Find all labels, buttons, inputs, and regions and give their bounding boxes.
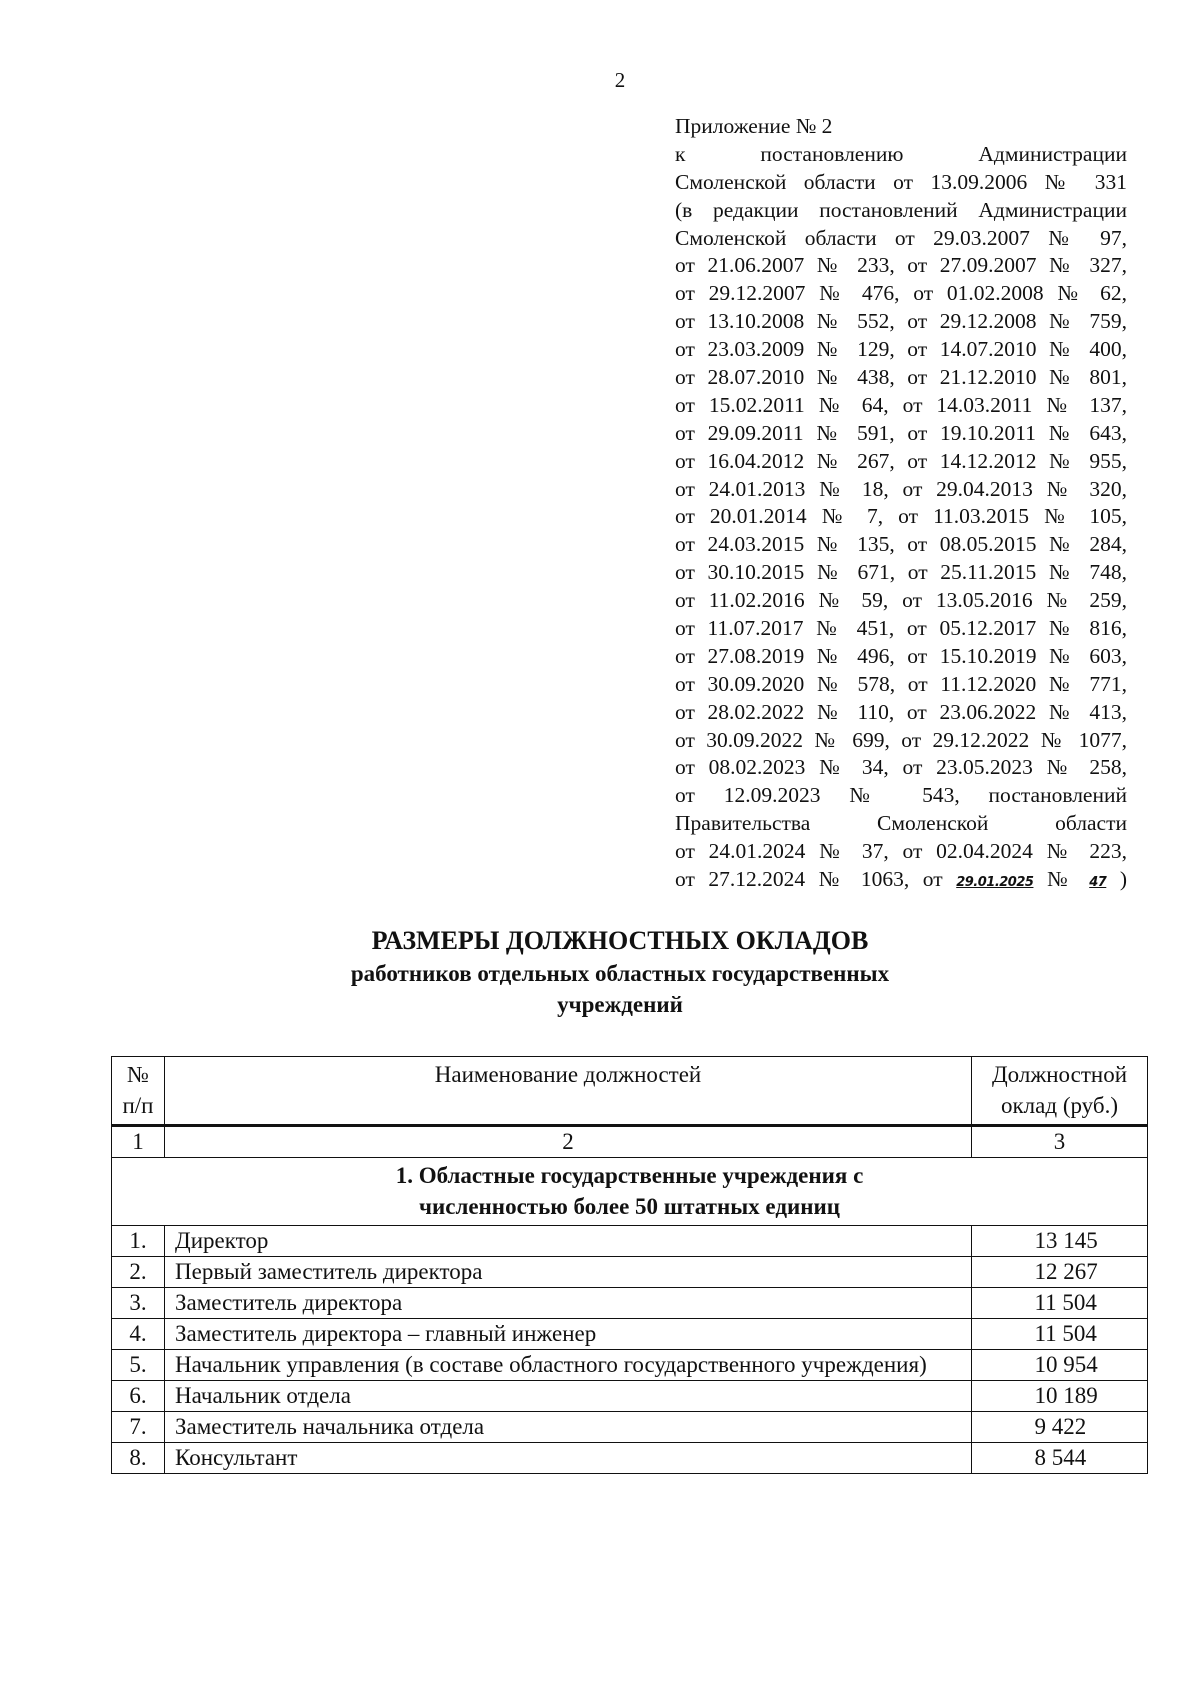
appendix-line: от 12.09.2023 № 543, постановлений xyxy=(675,783,1127,808)
table-row xyxy=(112,1350,1148,1381)
header-number-symbol: № xyxy=(127,1062,149,1087)
salary-value: 12 267 xyxy=(1034,1259,1098,1284)
salary-value: 8 544 xyxy=(1034,1445,1087,1470)
page-number: 2 xyxy=(614,68,626,92)
section-title-line2: численностью более 50 штатных единиц xyxy=(419,1194,840,1219)
position-name: Начальник управления (в составе областного государственного учреждения) xyxy=(165,1350,972,1381)
row-number: 2. xyxy=(112,1257,165,1288)
document-title xyxy=(240,924,1000,1020)
salary-value: 13 145 xyxy=(1034,1228,1098,1253)
position-name: Заместитель директора xyxy=(165,1288,972,1319)
appendix-note xyxy=(675,113,1127,894)
appendix-line: от 15.02.2011 № 64, от 14.03.2011 № 137, xyxy=(675,392,1127,417)
appendix-last-prefix: от 27.12.2024 № 1063, от xyxy=(675,867,957,892)
header-salary-line2: оклад (руб.) xyxy=(1001,1093,1118,1118)
salary-value: 9 422 xyxy=(1034,1414,1087,1439)
header-salary-line1: Должностной xyxy=(991,1062,1127,1087)
header-position-name: Наименование должностей xyxy=(165,1057,972,1126)
appendix-line: от 13.10.2008 № 552, от 29.12.2008 № 759, xyxy=(675,309,1127,334)
column-index-3: 3 xyxy=(972,1126,1148,1158)
appendix-line: от 16.04.2012 № 267, от 14.12.2012 № 955, xyxy=(675,448,1127,473)
row-number: 4. xyxy=(112,1319,165,1350)
title-line-2: работников отдельных областных государственных xyxy=(350,961,890,986)
appendix-line: от 11.02.2016 № 59, от 13.05.2016 № 259, xyxy=(675,588,1127,613)
salary-cell xyxy=(972,1319,1148,1350)
appendix-line: Смоленской области от 13.09.2006 № 331 xyxy=(675,169,1127,194)
position-name: Консультант xyxy=(165,1443,972,1474)
appendix-line: к постановлению Администрации xyxy=(675,141,1127,166)
handwritten-date: 29.01.2025 xyxy=(956,875,1034,891)
position-name: Начальник отдела xyxy=(165,1381,972,1412)
appendix-line: от 24.01.2024 № 37, от 02.04.2024 № 223, xyxy=(675,839,1127,864)
salary-cell xyxy=(972,1288,1148,1319)
appendix-last-line xyxy=(675,866,1127,894)
table-row xyxy=(112,1257,1148,1288)
appendix-closing: ) xyxy=(1106,867,1127,892)
section-title xyxy=(112,1158,1148,1226)
row-number: 5. xyxy=(112,1350,165,1381)
row-number: 6. xyxy=(112,1381,165,1412)
title-line-1: РАЗМЕРЫ ДОЛЖНОСТНЫХ ОКЛАДОВ xyxy=(371,926,869,955)
section-title-line1: 1. Областные государственные учреждения с xyxy=(395,1163,864,1188)
appendix-line: от 11.07.2017 № 451, от 05.12.2017 № 816, xyxy=(675,616,1127,641)
appendix-line: Приложение № 2 xyxy=(675,114,833,138)
table-row xyxy=(112,1288,1148,1319)
table-header-row xyxy=(112,1057,1148,1126)
appendix-line: от 28.02.2022 № 110, от 23.06.2022 № 413, xyxy=(675,699,1127,724)
salary-cell xyxy=(972,1226,1148,1257)
appendix-line: от 21.06.2007 № 233, от 27.09.2007 № 327, xyxy=(675,253,1127,278)
salary-cell xyxy=(972,1443,1148,1474)
handwritten-number: 47 xyxy=(1089,875,1107,891)
row-number: 1. xyxy=(112,1226,165,1257)
appendix-line: от 29.09.2011 № 591, от 19.10.2011 № 643, xyxy=(675,420,1127,445)
row-number: 3. xyxy=(112,1288,165,1319)
table-row xyxy=(112,1381,1148,1412)
appendix-line: от 30.09.2022 № 699, от 29.12.2022 № 1077, xyxy=(675,727,1127,752)
salary-cell xyxy=(972,1381,1148,1412)
position-name: Первый заместитель директора xyxy=(165,1257,972,1288)
appendix-line: (в редакции постановлений Администрации xyxy=(675,197,1127,222)
position-name: Директор xyxy=(165,1226,972,1257)
column-index-row xyxy=(112,1126,1148,1158)
appendix-line: от 24.01.2013 № 18, от 29.04.2013 № 320, xyxy=(675,476,1127,501)
salary-value: 10 954 xyxy=(1034,1352,1098,1377)
title-line-3: учреждений xyxy=(557,992,683,1017)
number-sign: № xyxy=(1033,867,1090,892)
section-header-row xyxy=(112,1158,1148,1226)
header-number-abbrev: п/п xyxy=(122,1093,154,1118)
salary-cell xyxy=(972,1350,1148,1381)
salary-value: 11 504 xyxy=(1034,1321,1097,1346)
header-salary xyxy=(972,1057,1148,1126)
salary-cell xyxy=(972,1412,1148,1443)
header-number xyxy=(112,1057,165,1126)
salary-value: 11 504 xyxy=(1034,1290,1097,1315)
position-name: Заместитель директора – главный инженер xyxy=(165,1319,972,1350)
column-index-1: 1 xyxy=(112,1126,165,1158)
appendix-line: Правительства Смоленской области xyxy=(675,811,1127,836)
table-row xyxy=(112,1443,1148,1474)
table-row xyxy=(112,1226,1148,1257)
salary-value: 10 189 xyxy=(1034,1383,1098,1408)
column-index-2: 2 xyxy=(165,1126,972,1158)
salary-table xyxy=(111,1056,1148,1474)
appendix-line: от 08.02.2023 № 34, от 23.05.2023 № 258, xyxy=(675,755,1127,780)
appendix-line: от 23.03.2009 № 129, от 14.07.2010 № 400, xyxy=(675,337,1127,362)
appendix-line: от 24.03.2015 № 135, от 08.05.2015 № 284, xyxy=(675,532,1127,557)
appendix-line: от 28.07.2010 № 438, от 21.12.2010 № 801, xyxy=(675,365,1127,390)
row-number: 7. xyxy=(112,1412,165,1443)
appendix-line: от 20.01.2014 № 7, от 11.03.2015 № 105, xyxy=(675,504,1127,529)
appendix-line: от 30.10.2015 № 671, от 25.11.2015 № 748, xyxy=(675,560,1127,585)
appendix-line: от 30.09.2020 № 578, от 11.12.2020 № 771, xyxy=(675,671,1127,696)
appendix-line: от 27.08.2019 № 496, от 15.10.2019 № 603, xyxy=(675,643,1127,668)
position-name: Заместитель начальника отдела xyxy=(165,1412,972,1443)
row-number: 8. xyxy=(112,1443,165,1474)
table-row xyxy=(112,1412,1148,1443)
appendix-line: Смоленской области от 29.03.2007 № 97, xyxy=(675,225,1127,250)
salary-cell xyxy=(972,1257,1148,1288)
appendix-line: от 29.12.2007 № 476, от 01.02.2008 № 62, xyxy=(675,281,1127,306)
table-row xyxy=(112,1319,1148,1350)
